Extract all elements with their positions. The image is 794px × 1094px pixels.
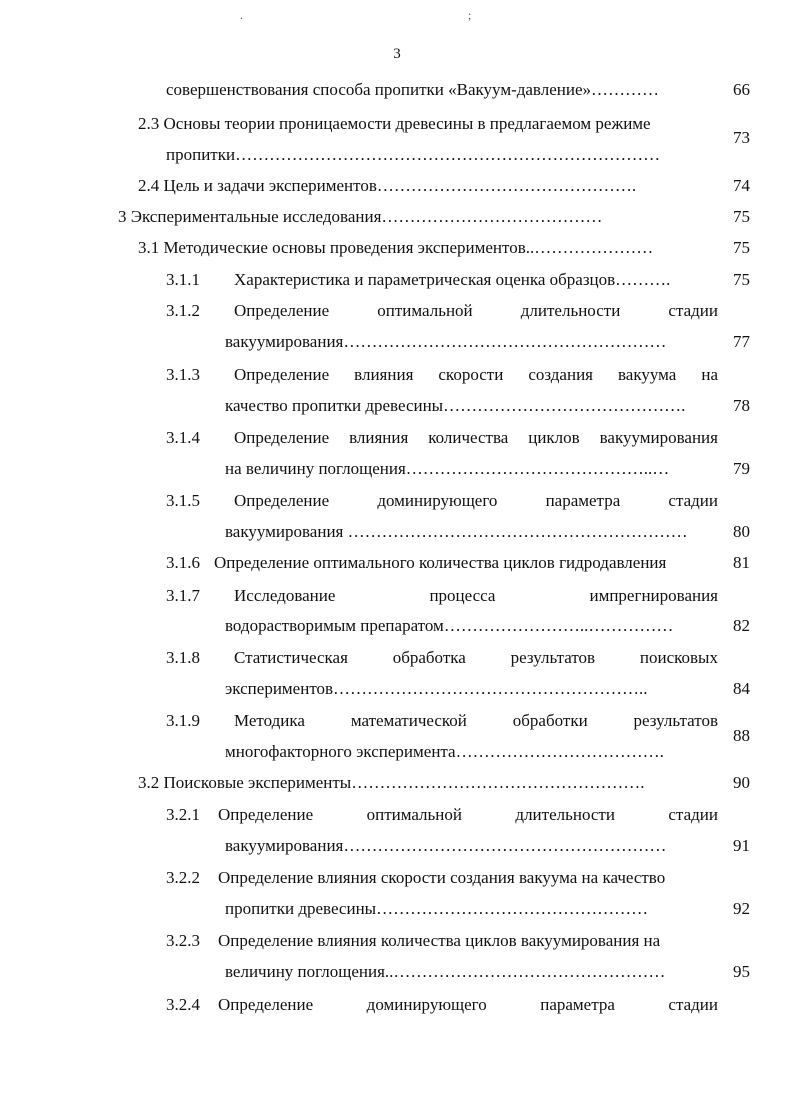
toc-entry-number: 3.1.3	[166, 365, 200, 384]
toc-page-ref: 91	[733, 836, 750, 855]
toc-entry-title-line	[234, 648, 718, 668]
toc-word: влияния	[349, 428, 409, 447]
toc-entry-text: многофакторного эксперимента……………………………….	[225, 742, 664, 761]
toc-word: результатов	[633, 711, 718, 730]
toc-entry-text: 3.1 Методические основы проведения экспериментов..…………………	[138, 238, 654, 257]
toc-word: количества	[428, 428, 509, 447]
toc-entry-number: 3.2.3	[166, 931, 200, 950]
toc-word: оптимальной	[377, 301, 473, 320]
scan-speck: .	[240, 8, 243, 22]
toc-entry-text: совершенствования способа пропитки «Вакуум-давление»…………	[166, 80, 659, 99]
toc-word: Определение	[234, 491, 330, 510]
toc-page-ref: 88	[733, 726, 750, 745]
toc-word: длительности	[520, 301, 621, 320]
toc-page-ref: 80	[733, 522, 750, 541]
toc-word: математической	[350, 711, 467, 730]
toc-page-ref: 73	[733, 128, 750, 147]
toc-page-ref: 82	[733, 616, 750, 635]
toc-page-ref: 75	[733, 270, 750, 289]
toc-word: Определение	[234, 428, 330, 447]
toc-word: стадии	[668, 805, 718, 824]
toc-entry-text: 3 Экспериментальные исследования…………………………………	[118, 207, 603, 226]
toc-entry-number: 3.1.7	[166, 586, 200, 605]
toc-entry-number: 3.2.4	[166, 995, 200, 1014]
toc-entry-title-line	[218, 805, 718, 825]
toc-page-ref: 90	[733, 773, 750, 792]
scan-speck: ;	[468, 8, 472, 22]
toc-entry-text: 3.2 Поисковые эксперименты…………………………………………….	[138, 773, 645, 792]
toc-entry-title-line	[234, 711, 718, 731]
toc-word: Определение	[218, 995, 314, 1014]
toc-word: стадии	[668, 301, 718, 320]
toc-entry-text: Определение оптимального количества циклов гидродавления	[214, 553, 667, 572]
toc-entry-number: 3.1.5	[166, 491, 200, 510]
toc-entry-title-line	[234, 491, 718, 511]
toc-entry-number: 3.2.1	[166, 805, 200, 824]
toc-word: процесса	[429, 586, 496, 605]
toc-word: параметра	[540, 995, 615, 1014]
toc-word: стадии	[668, 995, 718, 1014]
toc-page-ref: 75	[733, 207, 750, 226]
toc-page-ref: 74	[733, 176, 750, 195]
toc-word: на	[701, 365, 718, 384]
toc-entry-title-line	[218, 995, 718, 1015]
toc-entry-title-line	[234, 586, 718, 606]
toc-page-ref: 66	[733, 80, 750, 99]
toc-page-ref: 78	[733, 396, 750, 415]
toc-entry-text: вакуумирования ……………………………………………………	[225, 522, 688, 541]
toc-entry-text: Определение влияния количества циклов вакуумирования на	[218, 931, 661, 950]
toc-entry-number: 3.1.8	[166, 648, 200, 667]
toc-entry-number: 3.1.6	[166, 553, 200, 572]
toc-entry-number: 3.1.2	[166, 301, 200, 320]
toc-entry-text: пропитки…………………………………………………………………	[166, 145, 661, 164]
toc-entry-text: вакуумирования…………………………………………………	[225, 836, 667, 855]
toc-word: Статистическая	[234, 648, 348, 667]
toc-entry-text: 2.3 Основы теории проницаемости древесины в предлагаемом режиме	[138, 114, 651, 133]
toc-word: импрегнирования	[589, 586, 718, 605]
toc-entry-text: на величину поглощения……………………………………..…	[225, 459, 670, 478]
toc-word: параметра	[545, 491, 621, 510]
toc-word: Определение	[218, 805, 314, 824]
toc-word: вакуума	[618, 365, 677, 384]
toc-word: доминирующего	[377, 491, 498, 510]
toc-entry-number: 3.1.4	[166, 428, 200, 447]
toc-word: обработка	[392, 648, 466, 667]
toc-word: создания	[528, 365, 593, 384]
toc-entry-title-line	[234, 301, 718, 321]
toc-word: Исследование	[234, 586, 336, 605]
toc-entry-number: 3.2.2	[166, 868, 200, 887]
toc-word: Определение	[234, 301, 330, 320]
toc-entry-text: водорастворимым препаратом……………………..……………	[225, 616, 674, 635]
toc-word: Определение	[234, 365, 330, 384]
toc-word: влияния	[354, 365, 414, 384]
toc-word: Методика	[234, 711, 305, 730]
toc-word: вакуумирования	[599, 428, 718, 447]
toc-entry-text: 2.4 Цель и задачи экспериментов……………………………………….	[138, 176, 637, 195]
toc-page-ref: 77	[733, 332, 750, 351]
toc-page-ref: 79	[733, 459, 750, 478]
toc-entry-text: величину поглощения..…………………………………………	[225, 962, 666, 981]
toc-entry-text: Характеристика и параметрическая оценка образцов……….	[234, 270, 671, 289]
page-number: 3	[393, 46, 401, 62]
toc-page-ref: 75	[733, 238, 750, 257]
toc-word: циклов	[528, 428, 580, 447]
toc-word: длительности	[515, 805, 615, 824]
toc-word: результатов	[510, 648, 596, 667]
toc-word: поисковых	[639, 648, 718, 667]
toc-word: скорости	[438, 365, 504, 384]
toc-entry-text: пропитки древесины…………………………………………	[225, 899, 649, 918]
toc-entry-text: экспериментов………………………………………………..	[225, 679, 648, 698]
toc-word: доминирующего	[366, 995, 487, 1014]
toc-entry-text: Определение влияния скорости создания вакуума на качество	[218, 868, 666, 887]
toc-word: оптимальной	[366, 805, 462, 824]
toc-entry-text: качество пропитки древесины…………………………………….	[225, 396, 686, 415]
toc-entry-number: 3.1.1	[166, 270, 200, 289]
toc-entry-text: вакуумирования…………………………………………………	[225, 332, 667, 351]
toc-word: обработки	[512, 711, 588, 730]
toc-page-ref: 81	[733, 553, 750, 572]
toc-page-ref: 92	[733, 899, 750, 918]
toc-entry-title-line	[234, 365, 718, 385]
toc-entry-number: 3.1.9	[166, 711, 200, 730]
toc-word: стадии	[668, 491, 718, 510]
toc-page-ref: 84	[733, 679, 750, 698]
toc-page-ref: 95	[733, 962, 750, 981]
toc-entry-title-line	[234, 428, 718, 448]
